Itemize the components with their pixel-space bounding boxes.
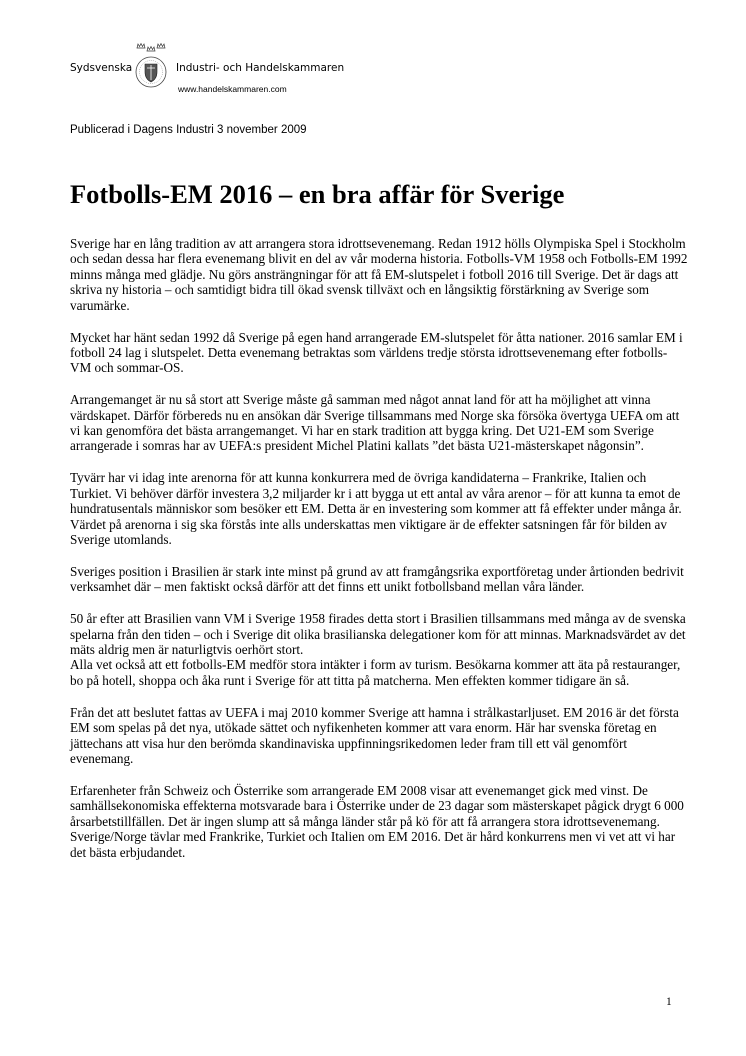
publication-note: Publicerad i Dagens Industri 3 november 2009 [70,124,307,136]
paragraph-4: Tyvärr har vi idag inte arenorna för att kunna konkurrera med de övriga kandidaterna – Frankrike, Italien och Turkiet. Vi behöver därför investera 3,2 miljarder kr i att bygga ut ett antal av våra arenor – för att kunna ta emot de hundratusentals människor som besöker ett EM. Detta är en investering som kommer att få effekter under många år. Värdet på arenorna i sig ska förstås inte alls underskattas men viktigare är de effekter satsningen får för bilden av Sverige utomlands. [70,470,682,547]
paragraph-2: Mycket har hänt sedan 1992 då Sverige på egen hand arrangerade EM-slutspelet för åtta nationer. 2016 samlar EM i fotboll 24 lag i slutspelet. Detta evenemang betraktas som världens tredje största idrottsevenemang efter fotbolls-VM och sommar-OS. [70,329,683,376]
letterhead [70,40,400,100]
paragraph-1: Sverige har en lång tradition av att arrangera stora idrottsevenemang. Redan 1912 hölls Olympiska Spel i Stockholm och sedan dessa har flera evenemang blivit en del av vår moderna historia. Fotbolls-VM 1958 och Fotbolls-EM 1992 minns många med glädje. Nu görs ansträngningar för att få EM-slutspelet i fotboll 2016 till Sverige. Det är dags att skriva ny historia – och samtidigt bidra till ökad svensk tillväxt och en långsiktig förstärkning av Sverige som varumärke. [70,236,688,313]
chamber-crest-logo [133,42,169,94]
page-number: 1 [666,996,672,1008]
article-body [70,236,688,876]
paragraph-8: Erfarenheter från Schweiz och Österrike som arrangerade EM 2008 visar att evenemanget gick med vinst. De samhällsekonomiska effekterna motsvarade bara i Österrike under de 23 dagar som mästerskapet pågick drygt 6 000 årsarbetstillfällen. Det är ingen slump att så många länder står på kö för att få arrangera stora idrottsevenemang. Sverige/Norge tävlar med Frankrike, Turkiet och Italien om EM 2016. Det är hård konkurrens men vi vet att vi har det bästa erbjudandet. [70,782,684,860]
article-title: Fotbolls-EM 2016 – en bra affär för Sverige [70,179,565,209]
paragraph-7: Från det att beslutet fattas av UEFA i maj 2010 kommer Sverige att hamna i strålkastarljuset. EM 2016 är det första EM som spelas på det nya, utökade sättet och nyfikenheten kommer att vara enorm. Här har svenska företag en jättechans att visa hur den berömda skandinaviska uppfinningsrikedomen leder fram till ett väl genomfört evenemang. [70,704,679,766]
paragraph-6: 50 år efter att Brasilien vann VM i Sverige 1958 firades detta stort i Brasilien tillsammans med många av de svenska spelarna från den tiden – och i Sverige dit olika brasilianska delegationer kom för att minnas. Marknadsvärdet av det mäts aldrig men är naturligtvis oerhört stort. Alla vet också att ett fotbolls-EM medför stora intäkter i form av turism. Besökarna kommer att äta på restauranger, bo på hotell, shoppa och åka runt i Sverige för att titta på matcherna. Men effekten kommer tidigare än så. [70,611,686,688]
org-name-right: Industri- och Handelskammaren [176,62,345,74]
org-name-left: Sydsvenska [70,62,133,74]
paragraph-3: Arrangemanget är nu så stort att Sverige måste gå samman med något annat land för att ha möjlighet att vinna värdskapet. Därför förbereds nu en ansökan där Sverige tillsammans med Norge ska försöka övertyga UEFA om att vi kan genomföra det bästa arrangemanget. Vi har en stark tradition att bygga kring. Det U21-EM som Sverige arrangerade i somras har av UEFA:s president Michel Platini kallats ”det bästa U21-mästerskapet någonsin”. [70,392,680,454]
paragraph-5: Sveriges position i Brasilien är stark inte minst på grund av att framgångsrika exportföretag under årtionden bedrivit verksamhet där – men faktiskt också därför att det finns ett unikt fotbollsband mellan våra länder. [70,563,684,595]
website-url[interactable]: www.handelskammaren.com [178,84,287,94]
